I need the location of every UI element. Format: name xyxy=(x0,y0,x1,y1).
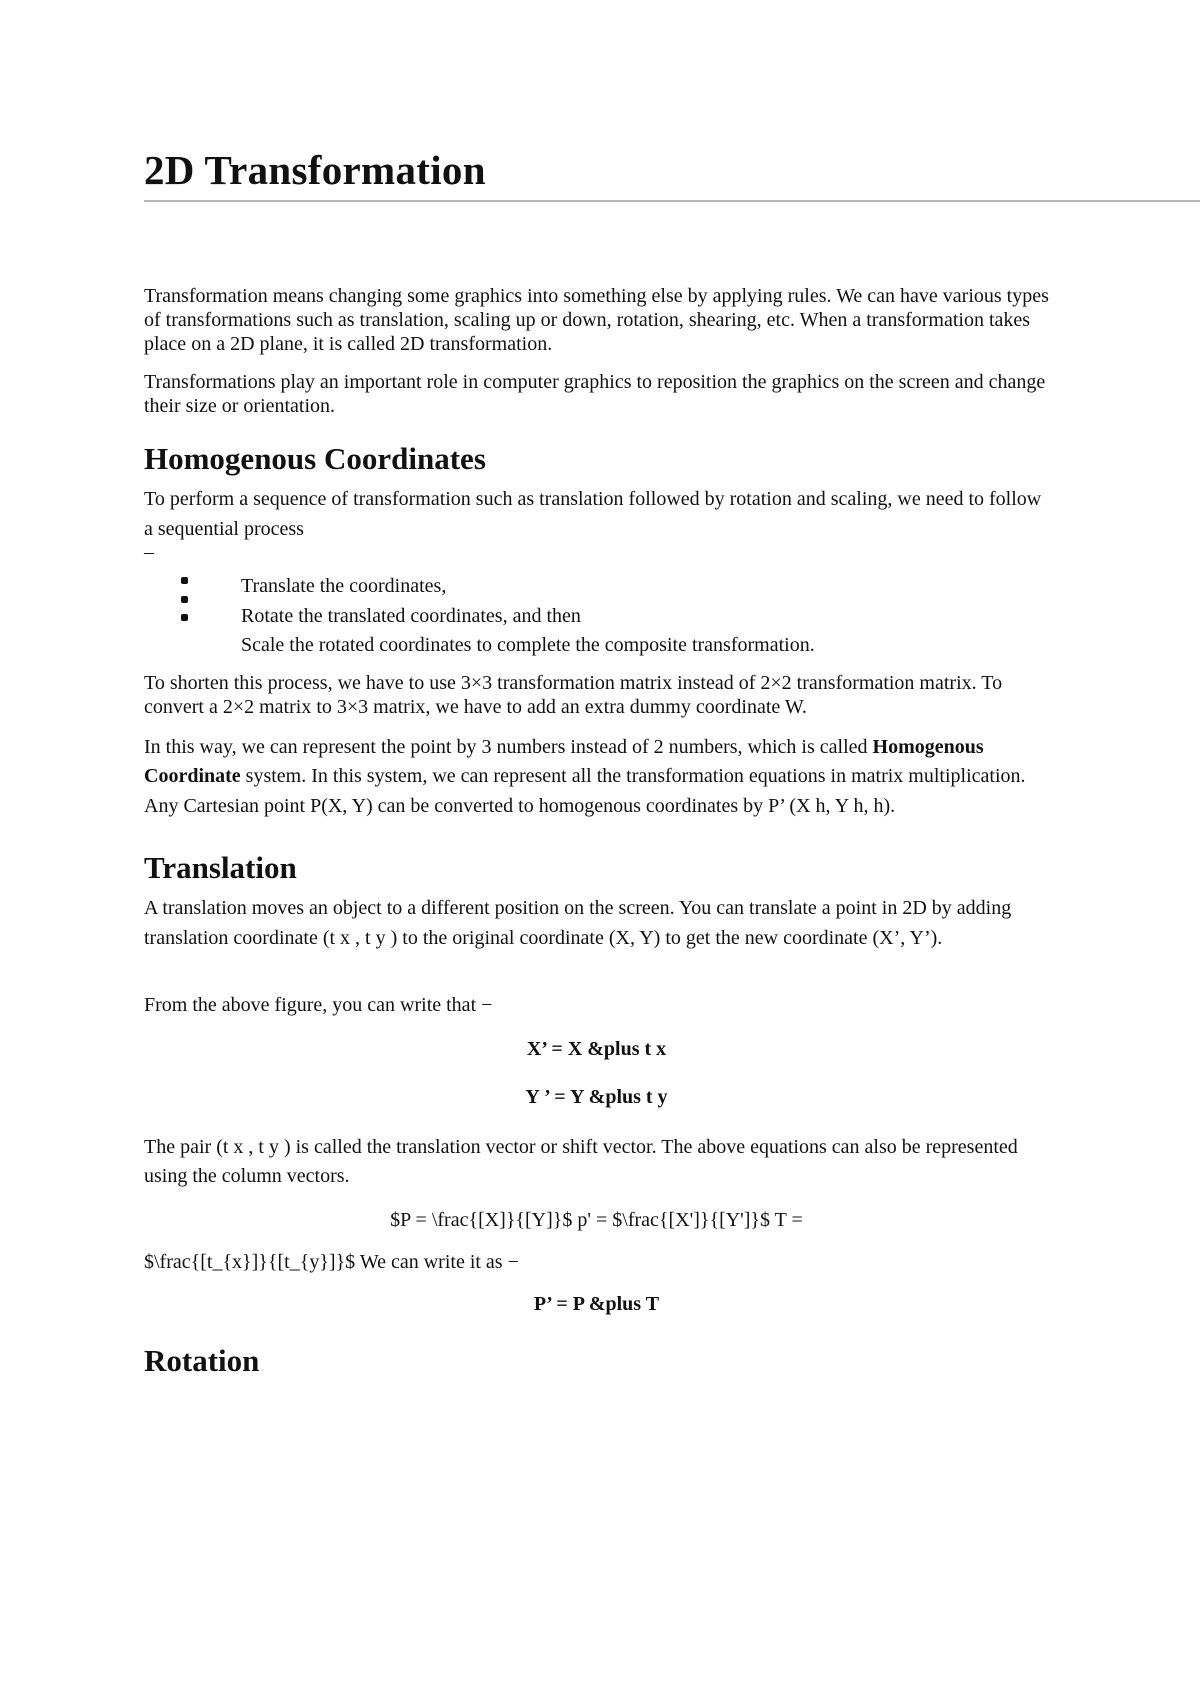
bullet-icon xyxy=(181,596,188,603)
equation-p: P’ = P &plus T xyxy=(533,1292,660,1315)
translation-paragraph-3: The pair (t x , t y ) is called the translation vector or shift vector. The above equations can also be represented using the column vectors. xyxy=(144,1135,1018,1188)
translation-paragraph-1: A translation moves an object to a different position on the screen. You can translate a point in 2D by adding translation coordinate (t x , t y ) to the original coordinate (X, Y) to get the new coordinate (X’, Y’). xyxy=(144,897,1012,949)
translation-section xyxy=(144,849,1049,1316)
rotation-section xyxy=(144,1342,1049,1379)
translation-paragraph-4: $\frac{[t_{x}]}{[t_{y}]}$ We can write it as − xyxy=(144,1250,519,1273)
bullet-icon xyxy=(181,614,188,621)
list-item xyxy=(144,631,1049,661)
homogenous-section xyxy=(144,440,1049,821)
document-body xyxy=(144,284,1049,1387)
steps-list xyxy=(144,572,1049,661)
homogenous-paragraph-3 xyxy=(144,733,1049,822)
bullet-icon xyxy=(181,577,188,584)
figure-placeholder xyxy=(144,953,1049,991)
homogenous-coordinate-term: Homogenous Coordinate xyxy=(144,735,984,788)
homogenous-paragraph-2: To shorten this process, we have to use 3×3 transformation matrix instead of 2×2 transformation matrix. To convert a 2×2 matrix to 3×3 matrix, we have to add an extra dummy coordinate W. xyxy=(144,671,1003,718)
list-item xyxy=(144,572,1049,602)
homogenous-paragraph-1: To perform a sequence of transformation such as translation followed by rotation and scaling, we need to follow a sequential process xyxy=(144,488,1042,540)
list-item-text: Scale the rotated coordinates to complete the composite transformation. xyxy=(241,634,815,657)
homogenous-heading: Homogenous Coordinates xyxy=(144,441,486,476)
equation-x: X’ = X &plus t x xyxy=(526,1037,667,1060)
homogenous-dash: – xyxy=(144,541,154,564)
list-item-text: Rotate the translated coordinates, and then xyxy=(241,604,581,627)
equation-column-vectors: $P = \frac{[X]}{[Y]}$ p' = $\frac{[X']}{[Y']}$ T = xyxy=(390,1208,803,1231)
translation-paragraph-2: From the above figure, you can write that − xyxy=(144,994,493,1017)
equation-y: Y ’ = Y &plus t y xyxy=(525,1085,668,1108)
page-title: 2D Transformation xyxy=(144,147,486,193)
rotation-heading: Rotation xyxy=(144,1342,260,1378)
homogenous-p3-text-start: In this way, we can represent the point by 3 numbers instead of 2 numbers, which is called xyxy=(144,735,873,758)
intro-section xyxy=(144,284,1049,418)
intro-paragraph-1: Transformation means changing some graphics into something else by applying rules. We can have various types of transformations such as translation, scaling up or down, rotation, shearing, etc. When a transformation takes place on a 2D plane, it is called 2D transformation. xyxy=(144,285,1049,355)
translation-heading: Translation xyxy=(144,850,297,886)
title-divider xyxy=(144,200,1200,202)
intro-paragraph-2: Transformations play an important role in computer graphics to reposition the graphics on the screen and change their size or orientation. xyxy=(144,371,1046,417)
list-item xyxy=(144,602,1049,632)
list-item-text: Translate the coordinates, xyxy=(241,575,447,598)
homogenous-p3-text-end: system. In this system, we can represent all the transformation equations in matrix multiplication. Any Cartesian point P(X, Y) can be converted to homogenous coordinates by P’ (X h, Y h, h). xyxy=(144,765,1026,817)
